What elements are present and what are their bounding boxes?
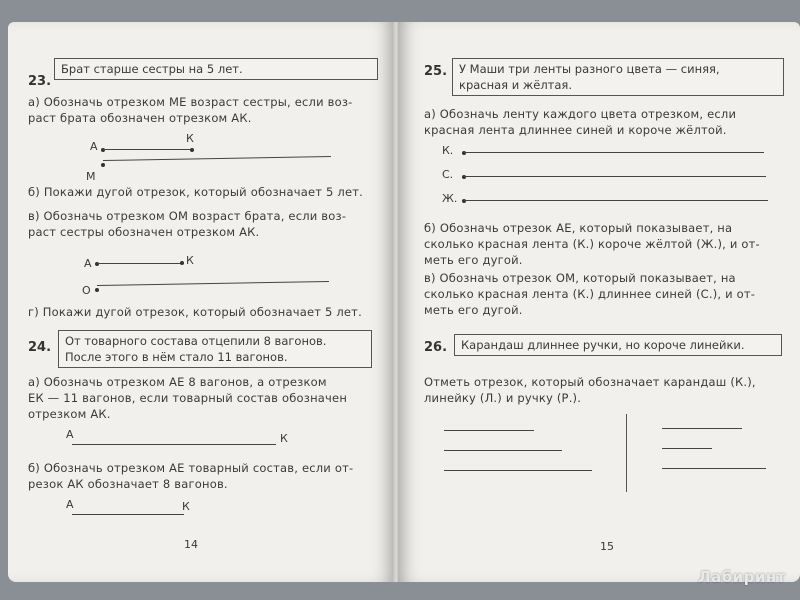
task-25-box-line-1: У Маши три ленты разного цвета — синяя, bbox=[459, 62, 720, 76]
task-25a-line-2: красная лента длиннее синей и короче жёлтой. bbox=[424, 123, 727, 137]
task-25b-line-3: меть его дугой. bbox=[424, 253, 523, 267]
task-25-condition-box bbox=[452, 58, 784, 96]
ribbon-label-red: К. bbox=[442, 144, 454, 157]
ribbon-label-blue: С. bbox=[442, 168, 454, 181]
segment-ak-2 bbox=[97, 263, 181, 264]
ribbon-line-yellow bbox=[464, 200, 768, 201]
segment-ak-4 bbox=[72, 514, 184, 515]
task-24-box-line-1: От товарного состава отцепили 8 вагонов. bbox=[65, 334, 327, 348]
task-26-condition-box: Карандаш длиннее ручки, но короче линейки. bbox=[454, 334, 782, 356]
task-25v-line-3: меть его дугой. bbox=[424, 303, 523, 317]
point-label-a-2: А bbox=[84, 257, 92, 270]
option-right-segment-2 bbox=[662, 448, 712, 449]
option-right-segment-3 bbox=[662, 468, 766, 469]
task-23a-line-2: раст брата обозначен отрезком АК. bbox=[28, 111, 252, 125]
point-label-k: К bbox=[186, 132, 194, 145]
option-right-segment-1 bbox=[662, 428, 742, 429]
point-k-2 bbox=[180, 261, 184, 265]
ribbon-label-yellow: Ж. bbox=[442, 192, 458, 205]
segment-om-line bbox=[97, 281, 329, 286]
point-label-a-4: А bbox=[66, 498, 74, 511]
task-24b-line-2: резок АК обозначает 8 вагонов. bbox=[28, 477, 228, 491]
task-25v-line-1: в) Обозначь отрезок ОМ, который показывает, на bbox=[424, 271, 736, 285]
task-24a-line-3: отрезком АК. bbox=[28, 407, 111, 421]
options-divider bbox=[626, 414, 627, 492]
option-left-segment-1 bbox=[444, 430, 534, 431]
point-label-k-2: К bbox=[186, 254, 194, 267]
task-23-number: 23. bbox=[28, 74, 52, 89]
task-25v-line-2: сколько красная лента (К.) длиннее синей (С.), и от- bbox=[424, 287, 756, 301]
task-23g-text: г) Покажи дугой отрезок, который обозначает 5 лет. bbox=[28, 305, 362, 319]
task-26-line-1: Отметь отрезок, который обозначает карандаш (К.), bbox=[424, 375, 756, 389]
task-24b-line-1: б) Обозначь отрезком АЕ товарный состав, если от- bbox=[28, 461, 354, 475]
option-left-segment-2 bbox=[444, 450, 562, 451]
point-k bbox=[190, 148, 194, 152]
task-24a-line-2: ЕК — 11 вагонов, если товарный состав обозначен bbox=[28, 391, 348, 405]
task-24-condition-box bbox=[58, 330, 372, 368]
task-23-condition-box: Брат старше сестры на 5 лет. bbox=[54, 58, 378, 80]
task-26-number: 26. bbox=[424, 340, 448, 355]
segment-ak bbox=[103, 149, 191, 150]
task-25-box-line-2: красная и жёлтая. bbox=[459, 78, 572, 92]
segment-ak-3 bbox=[72, 444, 276, 445]
point-label-k-4: К bbox=[182, 500, 190, 513]
task-24a-line-1: а) Обозначь отрезком АЕ 8 вагонов, а отрезком bbox=[28, 375, 327, 389]
point-label-k-3: К bbox=[280, 432, 288, 445]
point-label-o: О bbox=[82, 284, 91, 297]
left-page bbox=[8, 22, 394, 582]
task-24-box-line-2: После этого в нём стало 11 вагонов. bbox=[65, 350, 288, 364]
point-label-m: М bbox=[86, 170, 96, 183]
task-23v-line-1: в) Обозначь отрезком ОМ возраст брата, если воз- bbox=[28, 209, 347, 223]
watermark-logo: Лабиринт bbox=[698, 568, 786, 586]
task-25b-line-1: б) Обозначь отрезок АЕ, который показывает, на bbox=[424, 221, 733, 235]
task-25a-line-1: а) Обозначь ленту каждого цвета отрезком, если bbox=[424, 107, 737, 121]
point-label-a-3: А bbox=[66, 428, 74, 441]
task-26-line-2: линейку (Л.) и ручку (Р.). bbox=[424, 391, 582, 405]
point-label-a: А bbox=[90, 140, 98, 153]
page-number-left: 14 bbox=[184, 538, 198, 551]
point-o bbox=[95, 288, 99, 292]
task-23b-text: б) Покажи дугой отрезок, который обозначает 5 лет. bbox=[28, 185, 363, 199]
ribbon-line-red bbox=[464, 152, 764, 153]
right-page bbox=[398, 22, 800, 582]
task-25b-line-2: сколько красная лента (К.) короче жёлтой (Ж.), и от- bbox=[424, 237, 760, 251]
task-23v-line-2: раст сестры обозначен отрезком АК. bbox=[28, 225, 260, 239]
task-23a-line-1: а) Обозначь отрезком МЕ возраст сестры, если воз- bbox=[28, 95, 353, 109]
point-m bbox=[101, 163, 105, 167]
task-24-number: 24. bbox=[28, 340, 52, 355]
task-25-number: 25. bbox=[424, 64, 448, 79]
page-number-right: 15 bbox=[600, 540, 614, 553]
segment-me-line bbox=[103, 156, 331, 161]
ribbon-line-blue bbox=[464, 176, 766, 177]
option-left-segment-3 bbox=[444, 470, 592, 471]
